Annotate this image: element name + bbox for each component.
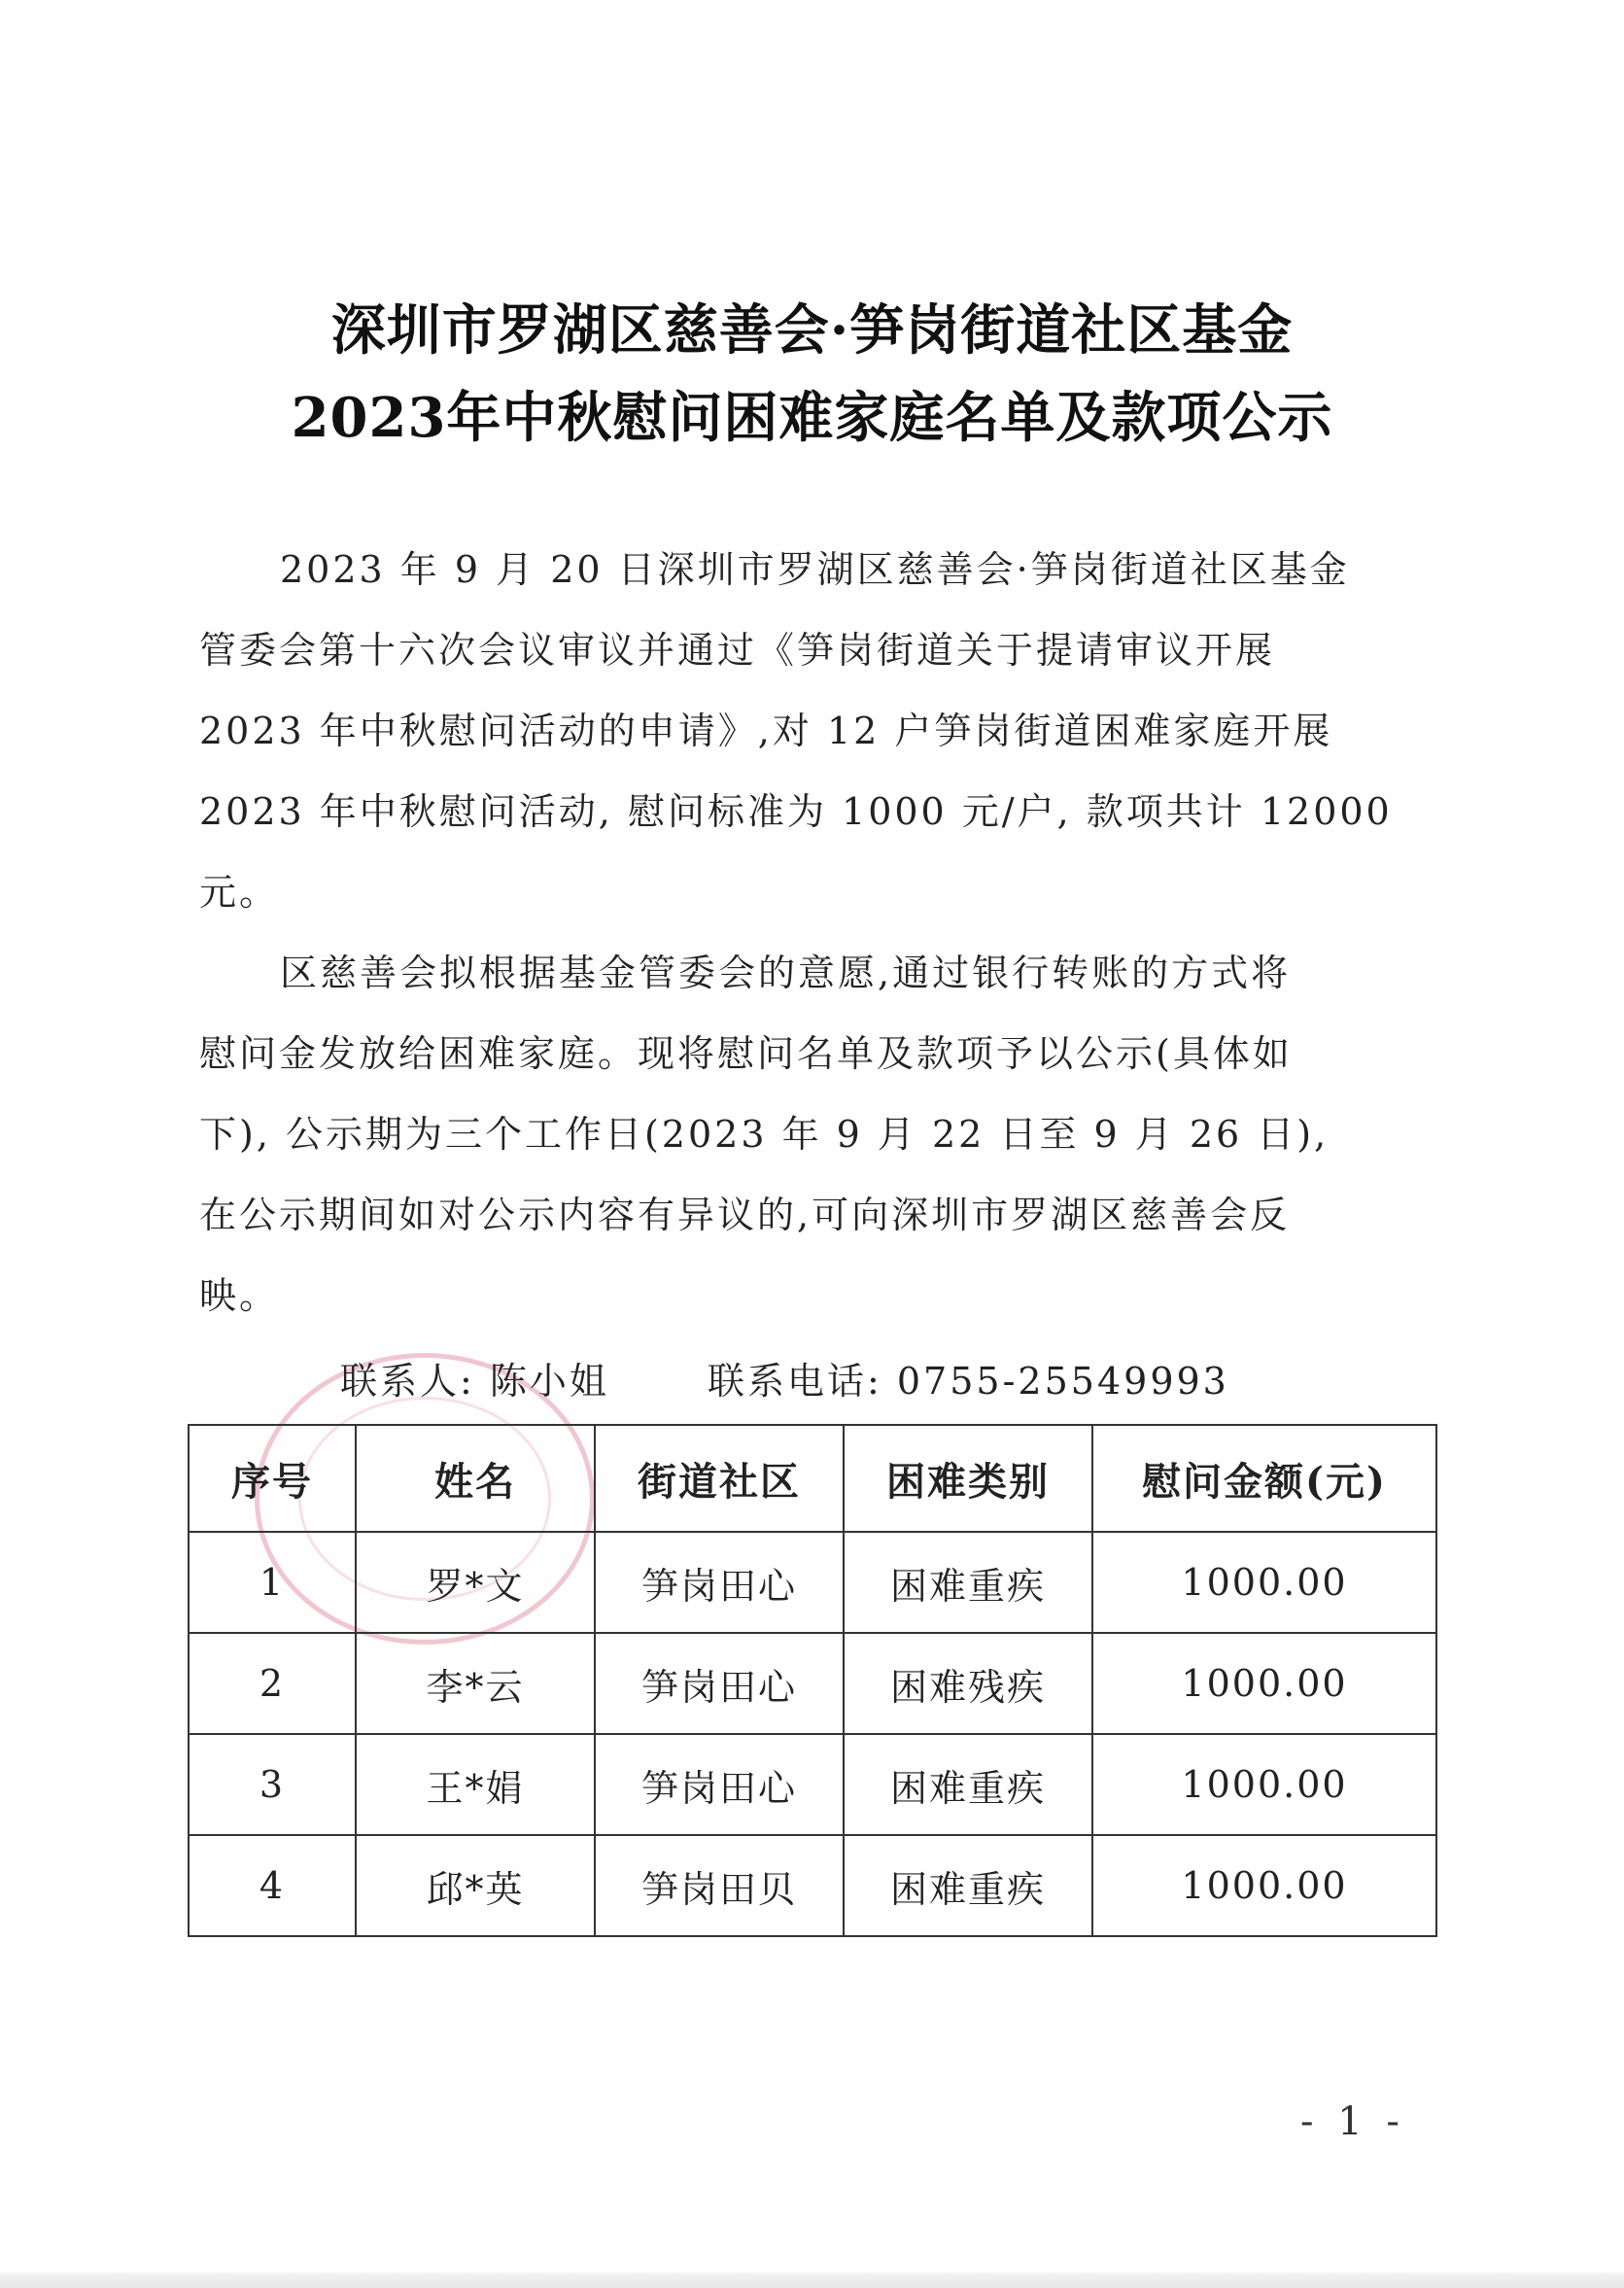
- paragraph-2-line-2: 慰问金发放给困难家庭。现将慰问名单及款项予以公示(具体如: [199, 1032, 1293, 1075]
- paragraph-2-line-4: 在公示期间如对公示内容有异议的,可向深圳市罗湖区慈善会反: [199, 1194, 1291, 1236]
- header-index: 序号: [189, 1425, 356, 1532]
- scan-bottom-edge: [0, 2272, 1624, 2288]
- page-number: - 1 -: [1300, 2099, 1405, 2144]
- cell-index: 1: [189, 1532, 356, 1633]
- title-line-1: 深圳市罗湖区慈善会·笋岗街道社区基金: [330, 298, 1294, 363]
- paragraph-2-line-1: 区慈善会拟根据基金管委会的意愿,通过银行转账的方式将: [280, 952, 1292, 994]
- cell-name: 罗*文: [356, 1532, 595, 1633]
- header-community: 街道社区: [595, 1425, 844, 1532]
- cell-amount: 1000.00: [1092, 1532, 1436, 1633]
- header-name: 姓名: [356, 1425, 595, 1532]
- table-header-row: [189, 1425, 1436, 1532]
- paragraph-1-line-2: 管委会第十六次会议审议并通过《笋岗街道关于提请审议开展: [199, 629, 1276, 672]
- cell-name: 李*云: [356, 1633, 595, 1734]
- cell-category: 困难重疾: [844, 1734, 1092, 1835]
- paragraph-2-line-5: 映。: [199, 1274, 280, 1317]
- cell-amount: 1000.00: [1092, 1835, 1436, 1936]
- paragraph-1-line-4: 2023 年中秋慰问活动, 慰问标准为 1000 元/户, 款项共计 12000: [199, 790, 1393, 833]
- table-row: [189, 1734, 1436, 1835]
- cell-category: 困难残疾: [844, 1633, 1092, 1734]
- paragraph-1-line-5: 元。: [199, 871, 280, 914]
- table-row: [189, 1835, 1436, 1936]
- cell-name: 王*娟: [356, 1734, 595, 1835]
- cell-category: 困难重疾: [844, 1532, 1092, 1633]
- paragraph-2-line-3: 下), 公示期为三个工作日(2023 年 9 月 22 日至 9 月 26 日),: [199, 1113, 1330, 1156]
- paragraph-1-line-3: 2023 年中秋慰问活动的申请》,对 12 户笋岗街道困难家庭开展: [199, 710, 1333, 752]
- table-row: [189, 1532, 1436, 1633]
- title-line-2: 2023年中秋慰问困难家庭名单及款项公示: [291, 386, 1333, 450]
- cell-community: 笋岗田心: [595, 1734, 844, 1835]
- cell-index: 2: [189, 1633, 356, 1734]
- cell-name: 邱*英: [356, 1835, 595, 1936]
- relief-list-table: [188, 1424, 1437, 1937]
- header-amount: 慰问金额(元): [1092, 1425, 1436, 1532]
- cell-index: 3: [189, 1734, 356, 1835]
- header-category: 困难类别: [844, 1425, 1092, 1532]
- cell-amount: 1000.00: [1092, 1633, 1436, 1734]
- cell-community: 笋岗田贝: [595, 1835, 844, 1936]
- cell-category: 困难重疾: [844, 1835, 1092, 1936]
- cell-amount: 1000.00: [1092, 1734, 1436, 1835]
- cell-index: 4: [189, 1835, 356, 1936]
- contact-person: 联系人: 陈小姐: [340, 1360, 609, 1403]
- contact-phone: 联系电话: 0755-25549993: [708, 1360, 1229, 1403]
- cell-community: 笋岗田心: [595, 1532, 844, 1633]
- table-row: [189, 1633, 1436, 1734]
- cell-community: 笋岗田心: [595, 1633, 844, 1734]
- paragraph-1-line-1: 2023 年 9 月 20 日深圳市罗湖区慈善会·笋岗街道社区基金: [280, 548, 1350, 591]
